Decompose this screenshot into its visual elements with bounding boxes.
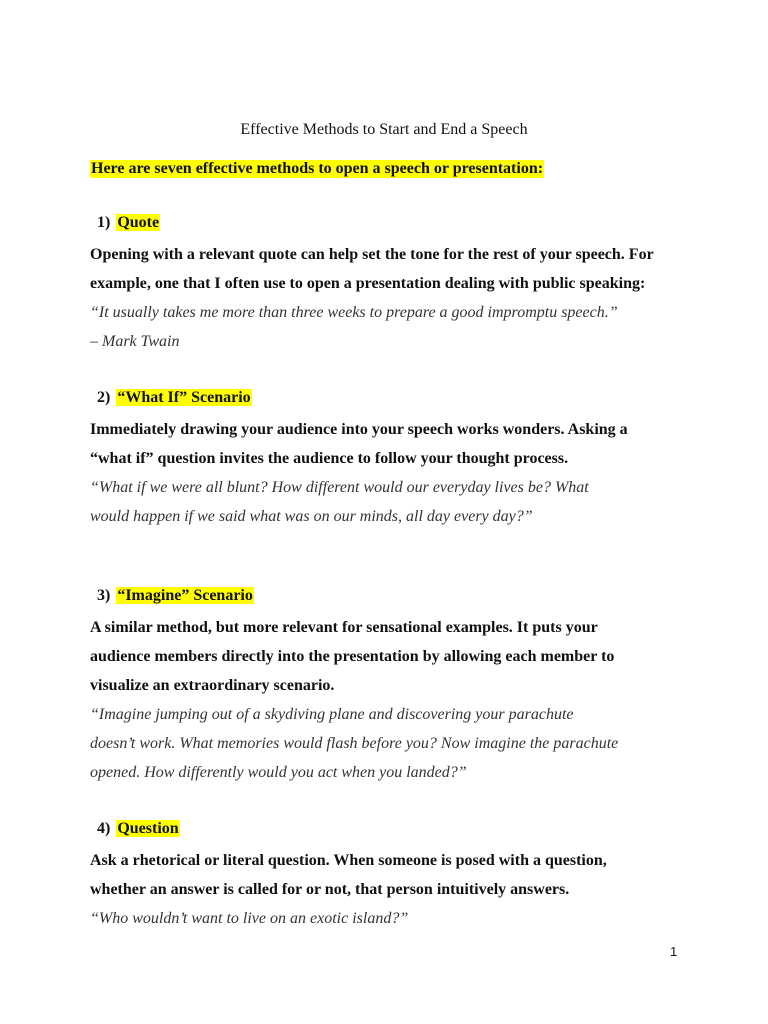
section-question [90, 817, 690, 933]
section-heading-label: “What If” Scenario [117, 389, 251, 406]
section-number: 2) [97, 389, 111, 406]
section-what-if [90, 386, 690, 531]
quote-line: “It usually takes me more than three weeks to prepare a good impromptu speech.” [90, 304, 618, 321]
quote-line: opened. How differently would you act when you landed?” [90, 764, 467, 781]
section-heading-label: Quote [117, 214, 160, 231]
section-number: 1) [97, 214, 111, 231]
quote-line: “What if we were all blunt? How different would our everyday lives be? What [90, 479, 589, 496]
section-heading-label: Question [117, 820, 179, 837]
quote-line: “Imagine jumping out of a skydiving plane and discovering your parachute [90, 706, 574, 723]
body-line: Ask a rhetorical or literal question. When someone is posed with a question, [90, 852, 607, 869]
quote-attribution: – Mark Twain [90, 333, 180, 350]
section-quote [90, 211, 690, 356]
section-number: 3) [97, 587, 111, 604]
body-line: example, one that I often use to open a presentation dealing with public speaking: [90, 275, 646, 292]
section-heading [97, 817, 690, 841]
quote-line: doesn’t work. What memories would flash before you? Now imagine the parachute [90, 735, 619, 752]
body-line: visualize an extraordinary scenario. [90, 677, 335, 694]
body-line: “what if” question invites the audience to follow your thought process. [90, 450, 569, 467]
section-heading [97, 386, 690, 410]
quote-line: “Who wouldn’t want to live on an exotic island?” [90, 910, 409, 927]
intro-highlight: Here are seven effective methods to open a speech or presentation: [91, 160, 544, 177]
body-line: Opening with a relevant quote can help set the tone for the rest of your speech. For [90, 246, 654, 263]
page-number: 1 [670, 944, 678, 959]
document-title: Effective Methods to Start and End a Speech [240, 121, 528, 138]
section-heading-label: “Imagine” Scenario [117, 587, 253, 604]
body-line: audience members directly into the presentation by allowing each member to [90, 648, 615, 665]
section-heading [97, 211, 690, 235]
body-line: A similar method, but more relevant for sensational examples. It puts your [90, 619, 598, 636]
section-heading [97, 584, 690, 608]
section-number: 4) [97, 820, 111, 837]
quote-line: would happen if we said what was on our minds, all day every day?” [90, 508, 533, 525]
body-line: whether an answer is called for or not, that person intuitively answers. [90, 881, 570, 898]
body-line: Immediately drawing your audience into your speech works wonders. Asking a [90, 421, 628, 438]
section-imagine [90, 584, 690, 787]
